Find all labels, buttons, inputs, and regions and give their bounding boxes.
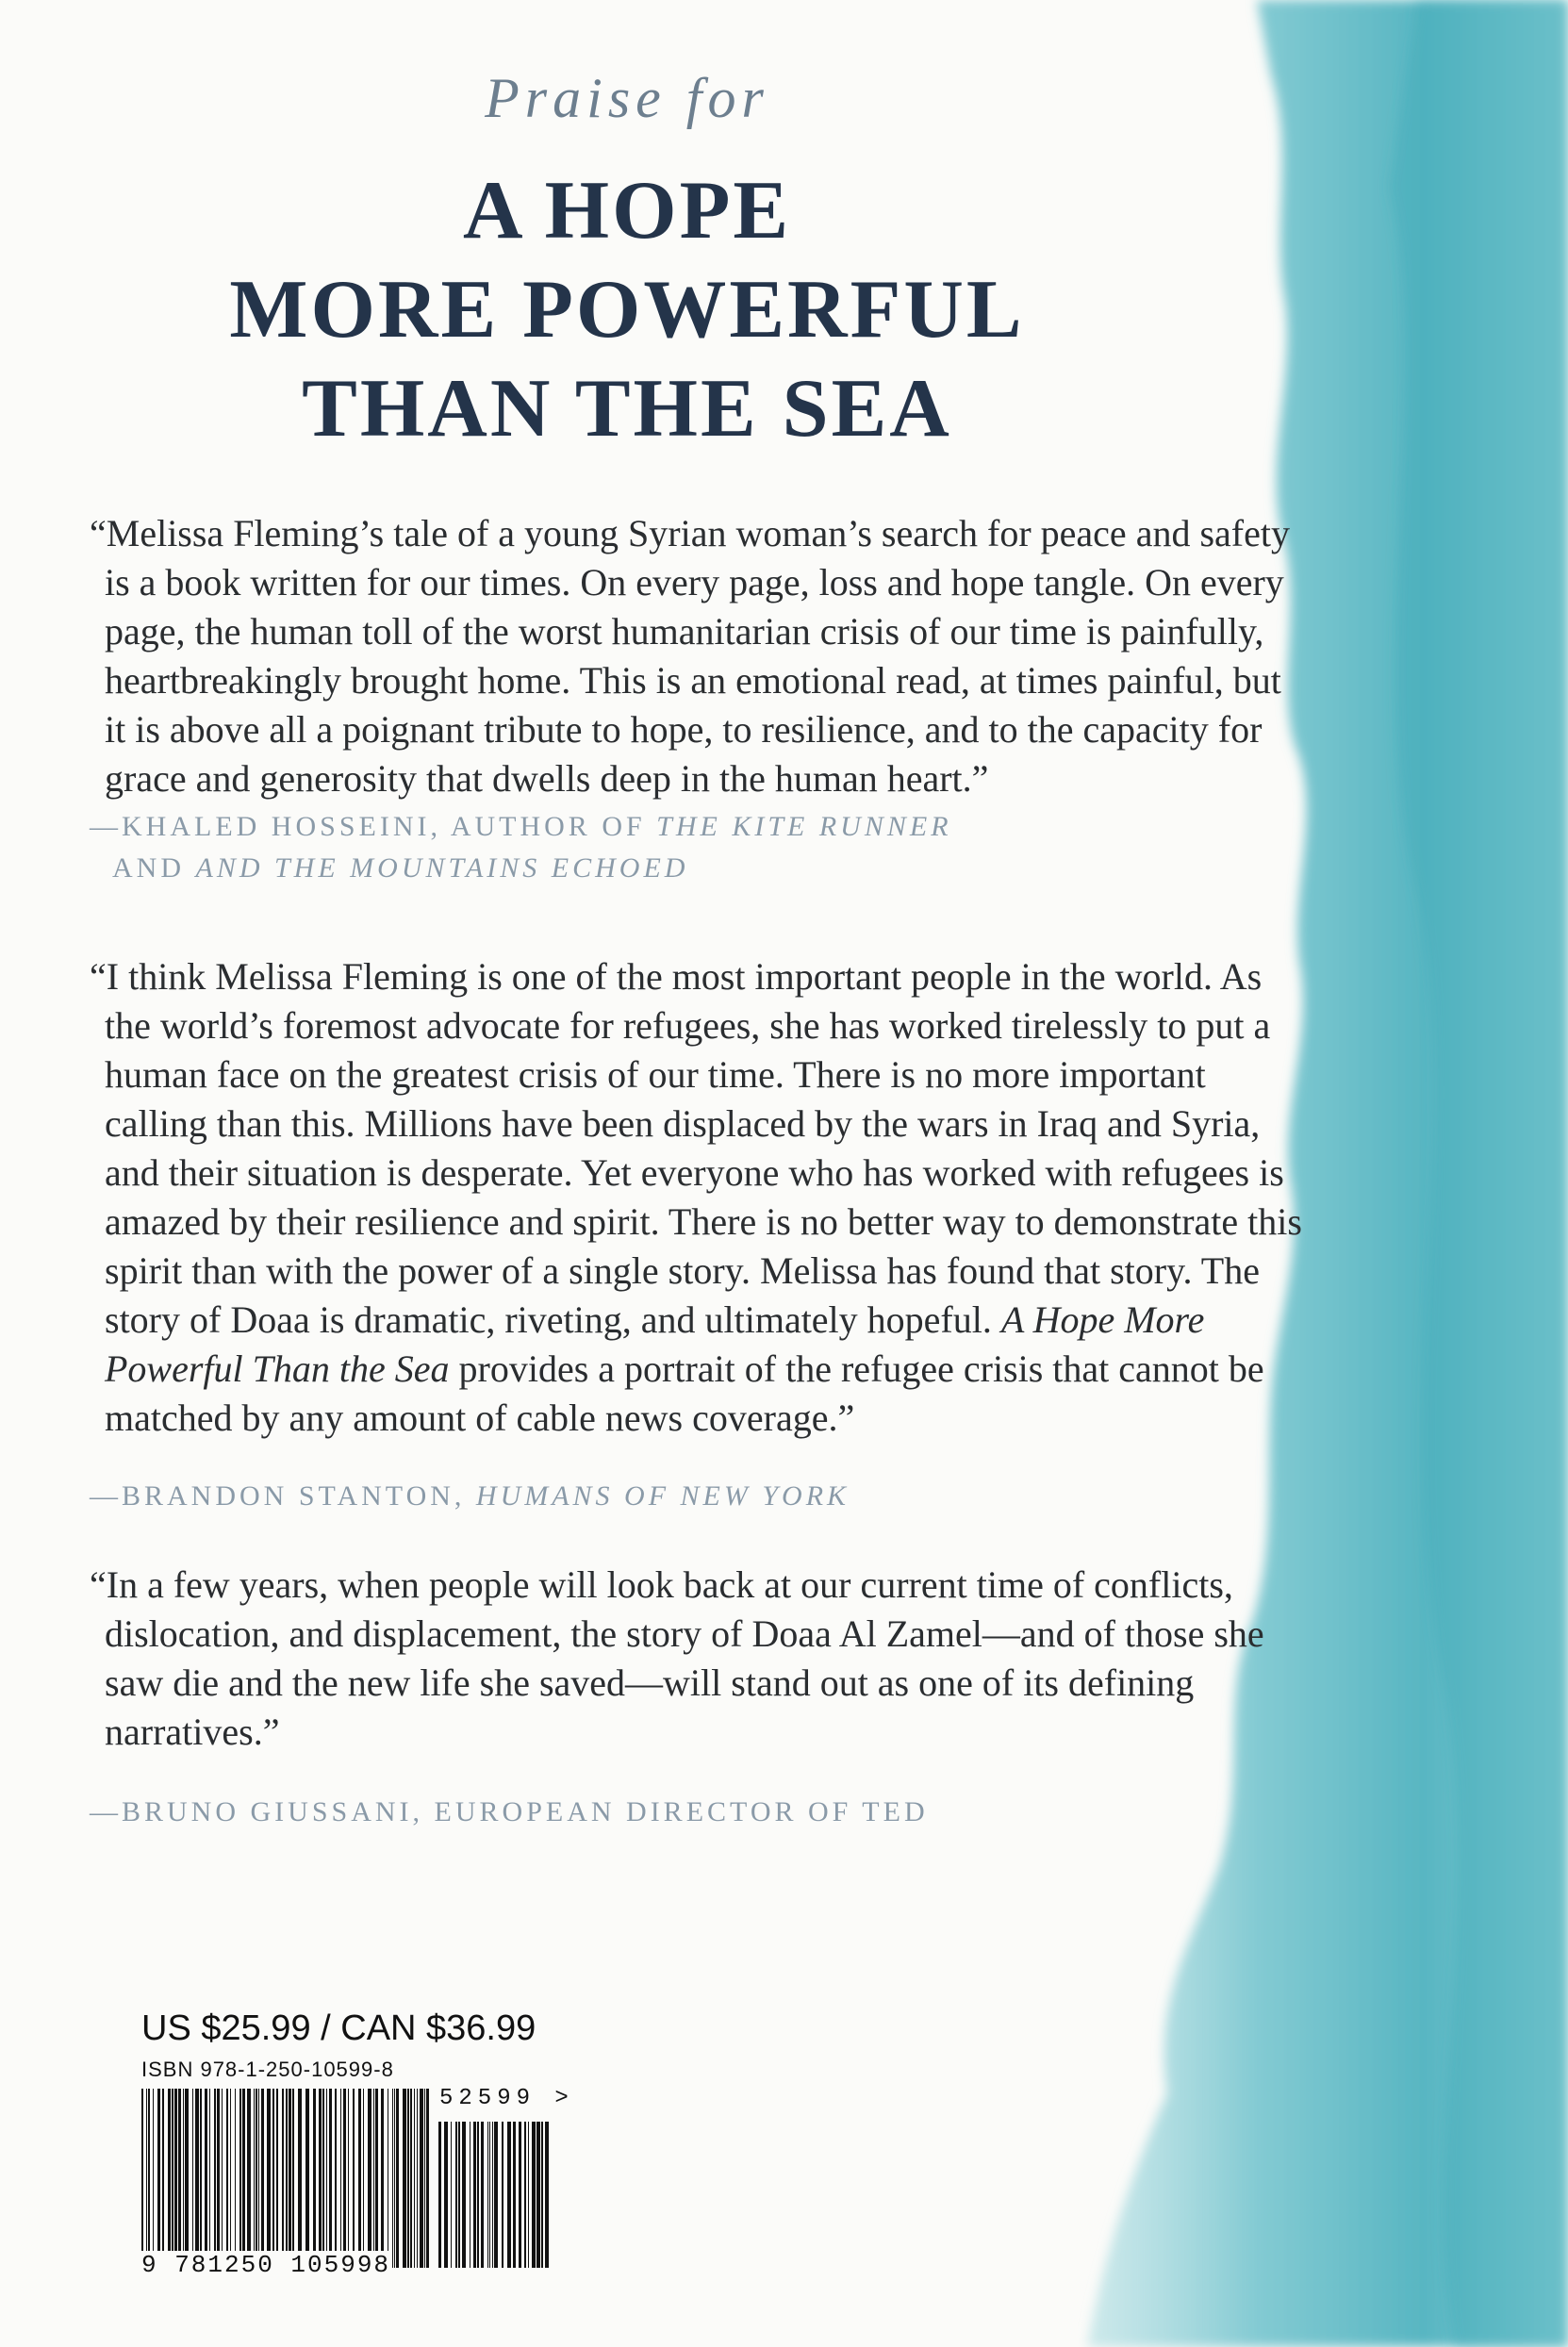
barcode-bar [394,2089,395,2268]
barcode-bar [513,2122,516,2268]
barcode-bar [343,2089,346,2268]
barcode-bar [195,2089,199,2268]
barcode-bar [168,2089,171,2268]
barcode-addon-icon [438,2122,552,2268]
attribution-name: —BRUNO GIUSSANI, EUROPEAN DIRECTOR OF TED [90,1796,929,1827]
barcode-bar [532,2122,536,2268]
barcode-bar [235,2089,236,2268]
barcode-bar [353,2089,355,2268]
barcode-bar [519,2122,521,2268]
barcode-bar [289,2089,291,2268]
barcode-bar [528,2122,529,2268]
barcode-bar [157,2089,160,2268]
attribution-name: —KHALED HOSSEINI, AUTHOR OF [90,811,657,842]
barcode-bar [458,2122,460,2268]
barcode-bar [396,2089,399,2268]
barcode-bar [217,2089,220,2268]
barcode-bar [276,2089,278,2268]
barcode-bar [183,2089,184,2268]
barcode-bar [192,2089,193,2268]
barcode-bar [254,2089,255,2268]
barcode-bar [200,2089,202,2268]
barcode-bar [368,2089,371,2268]
barcode-bar [148,2089,150,2268]
barcode-bar [292,2089,294,2268]
attribution-work: AND THE MOUNTAINS ECHOED [195,852,689,884]
barcode-bar [286,2089,288,2268]
barcode-bar [322,2089,324,2268]
barcode-digits: 9 781250 105998 [141,2251,391,2279]
barcode-bar [258,2089,259,2268]
barcode-bar [455,2122,457,2268]
barcode-bar [298,2089,302,2268]
quote-book-title: A Hope More Powerful Than the Sea [105,1298,1205,1390]
barcode-bar [174,2089,177,2268]
barcode-bar [502,2122,503,2268]
isbn-label: ISBN 978-1-250-10599-8 [141,2058,394,2081]
barcode-bar [403,2089,406,2268]
barcode-bar [205,2089,207,2268]
barcode-bar [489,2122,490,2268]
barcode-bar [222,2089,223,2268]
barcode-bar [424,2089,425,2268]
barcode-bar [172,2089,173,2268]
barcode-bar [375,2089,378,2268]
barcode-icon [141,2089,429,2268]
barcode-bar [373,2089,374,2268]
attribution-giussani [90,1792,1127,1833]
barcode-bar [494,2122,498,2268]
barcode-bar [473,2122,476,2268]
barcode-bar [541,2122,543,2268]
barcode-bar [261,2089,264,2268]
quote-text [90,952,1306,1443]
barcode-bar [329,2089,332,2268]
quote-text: “In a few years, when people will look back at our current time of conflicts, dislocation, and displacement, the story of Doaa Al Zamel—and of those she saw die and the new life she saved—will stand out as one of its defining narratives.” [90,1563,1264,1753]
barcode-bar [282,2089,284,2268]
barcode-bar [239,2089,241,2268]
barcode-bar [545,2122,549,2268]
barcode-bar [524,2122,526,2268]
barcode-bar [305,2089,309,2268]
book-title-line-1: A HOPE [462,165,792,256]
barcode-bar [381,2089,384,2268]
barcode-bar [363,2089,364,2268]
barcode-bar [438,2122,441,2268]
barcode-bar [417,2089,418,2268]
barcode-bar [214,2089,216,2268]
barcode-bar [340,2089,341,2268]
barcode-bar [256,2089,257,2268]
barcode-bar [242,2089,245,2268]
quote-hosseini [90,509,1306,803]
barcode-bar [451,2122,452,2268]
quote-text-part: provides a portrait of the refugee crisis that cannot be matched by any amount of cable news coverage.” [105,1347,1264,1439]
barcode-bar [319,2089,322,2268]
barcode-bar [462,2122,466,2268]
barcode-bar [426,2089,429,2268]
barcode-bar [230,2089,231,2268]
barcode-bar [313,2089,316,2268]
barcode-bar [507,2122,511,2268]
barcode-bar [358,2089,361,2268]
attribution-name: —BRANDON STANTON, [90,1480,476,1512]
barcode-bar [348,2089,349,2268]
barcode-bar [162,2089,164,2268]
quote-giussani [90,1561,1306,1757]
quote-stanton [90,952,1306,1443]
attribution-work: HUMANS OF NEW YORK [475,1480,850,1512]
barcode-bar [492,2122,493,2268]
barcode-bar [247,2089,251,2268]
barcode-bar [487,2122,488,2268]
barcode-bar [267,2089,271,2268]
praise-kicker: Praise for [485,67,769,129]
barcode-bar [141,2089,143,2268]
attribution-work: THE KITE RUNNER [656,811,952,842]
barcode-bar [444,2122,448,2268]
attribution-hosseini [90,806,1127,889]
barcode-bar [226,2089,228,2268]
quote-text: “Melissa Fleming’s tale of a young Syrian woman’s search for peace and safety is a book written for our times. On every page, loss and hope tangle. On every page, the human toll of the worst humanitarian crisis of our time is painfully, heartbreakingly brought home. This is an emotional read, at times painful, but it is above all a poignant tribute to hope, to resilience, and to the capacity for grace and generosity that dwells deep in the human heart.” [90,512,1290,800]
attribution-stanton [90,1476,1127,1517]
quote-text-part: “I think Melissa Fleming is one of the most important people in the world. As the world’s foremost advocate for refugees, she has worked tirelessly to put a human face on the greatest crisis of our time. There is no more important calling than this. Millions have been displaced by the wars in Iraq and Syria, and their situation is desperate. Yet everyone who has worked with refugees is amazed by their resilience and spirit. There is no better way to demonstrate this spirit than with the power of a single story. Melissa has found that story. The story of Doaa is dramatic, riveting, and ultimately hopeful. [90,955,1302,1341]
barcode-bar [477,2122,479,2268]
barcode-bar [326,2089,327,2268]
barcode-bar [209,2089,210,2268]
price-label: US $25.99 / CAN $36.99 [141,2008,536,2048]
book-title-line-2: MORE POWERFUL [229,264,1025,355]
barcode-bar [407,2089,409,2268]
barcode-bar [481,2122,484,2268]
barcode-bar [178,2089,181,2268]
barcode-bar [335,2089,337,2268]
barcode-bar [185,2089,189,2268]
barcode-bar [414,2089,415,2268]
barcode-bar [410,2089,412,2268]
attribution-conjunction: AND [112,852,196,884]
barcode-bar [272,2089,274,2268]
barcode-bar [392,2089,393,2268]
barcode-bar [153,2089,154,2268]
barcode-bar [536,2122,540,2268]
barcode-addon-digits: 52599 > [439,2086,574,2111]
book-title-line-3: THAN THE SEA [302,363,952,455]
barcode-bar [420,2089,423,2268]
barcode-bar [146,2089,147,2268]
